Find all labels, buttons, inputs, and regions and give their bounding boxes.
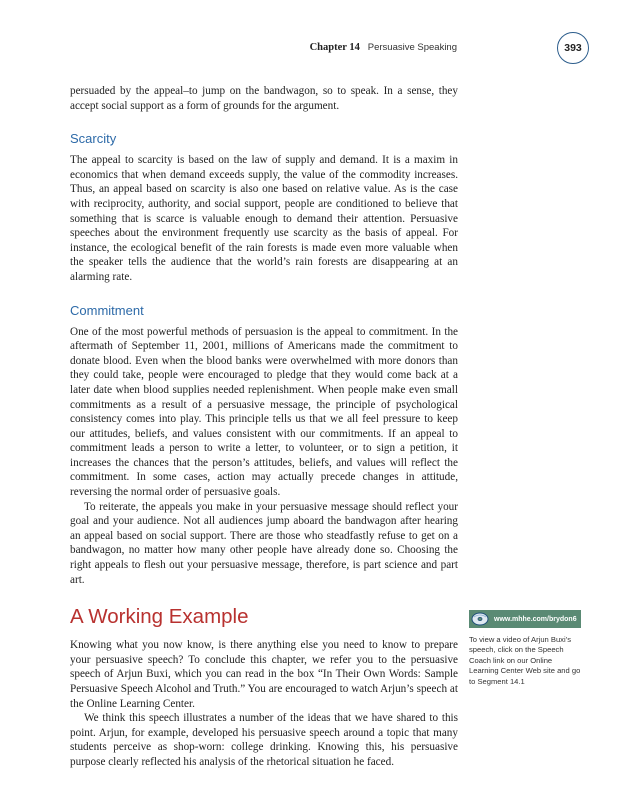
url-bar[interactable]: [469, 610, 581, 628]
sidebar-note: To view a video of Arjun Buxi’s speech, click on the Speech Coach link on our Online Learning Center Web site and go to Segment 14.1: [469, 635, 581, 686]
page-number: 393: [557, 32, 589, 64]
online-learning-sidebar: [469, 610, 581, 687]
scarcity-paragraph: The appeal to scarcity is based on the law of supply and demand. It is a maxim in economics that when demand exceeds supply, the value of the commodity increases. Thus, an appeal based on scarcity is also one based on relative value. As is the case with reciprocity, authority, and social support, people are conditioned to believe that something that is scarce is valuable enough to demand their attention. Persuasive speeches about the environment frequently use scarcity as the basis of appeal. For instance, the ecological benefit of the rain forests is made even more valuable when the speaker tells the audience that the world’s rain forests are disappearing at an alarming rate.: [70, 154, 458, 283]
intro-paragraph: persuaded by the appeal–to jump on the bandwagon, so to speak. In a sense, they accept social support as a form of grounds for the argument.: [70, 85, 458, 112]
commitment-paragraph-1: One of the most powerful methods of persuasion is the appeal to commitment. In the aftermath of September 11, 2001, millions of Americans made the commitment to donate blood. Even when the blood banks were overwhelmed with more donors than they could take, people were encouraged to pledge that they would come back at a later date when blood supplies needed replenishment. When people make even small commitments as a result of a persuasive message, the principle of psychological consistency comes into play. This principle tells us that we all feel pressure to keep our attitudes, beliefs, and values consistent with our commitments. If an appeal to commitment leads a person to write a letter, to volunteer, or to sign a petition, it increases the chances that the person’s attitudes, beliefs, and values will reflect the commitment. In some cases, action may actually precede changes in attitude, reversing the normal order of persuasive goals.: [70, 325, 458, 499]
chapter-title: Persuasive Speaking: [367, 42, 457, 53]
working-example-paragraph-2: We think this speech illustrates a number of the ideas that we have shared to this point. Arjun, for example, developed his persuasive speech around a topic that many students perceive as shop-worn: college drinking. Knowing this, his persuasive purpose clearly reflected his analysis of the rhetorical situation he faced.: [70, 712, 458, 768]
url-link[interactable]: www.mhhe.com/brydon6: [494, 615, 577, 623]
running-header: [0, 42, 633, 62]
chapter-number: Chapter 14: [309, 42, 360, 53]
main-text-column: [70, 84, 458, 770]
commitment-paragraph-2: To reiterate, the appeals you make in your persuasive message should reflect your goal and your audience. Not all audiences jump aboard the bandwagon after hearing an appeal based on social support. There are those who steadfastly refuse to get on a bandwagon, no matter how many other people have already done so. Choosing the right appeals to flesh out your persuasive message, therefore, is part science and part art.: [70, 500, 458, 586]
cd-icon: [469, 610, 491, 628]
working-example-paragraph-1: Knowing what you now know, is there anything else you need to know to prepare your persuasive speech? To conclude this chapter, we refer you to the persuasive speech of Arjun Buxi, which you can read in the box “In Their Own Words: Sample Persuasive Speech Alcohol and Truth.” You are encouraged to watch Arjun’s speech at the Online Learning Center.: [70, 639, 458, 710]
chapter-label: [310, 42, 457, 53]
scarcity-heading: Scarcity: [70, 131, 117, 147]
commitment-heading: Commitment: [70, 302, 144, 318]
working-example-heading: A Working Example: [70, 605, 249, 629]
